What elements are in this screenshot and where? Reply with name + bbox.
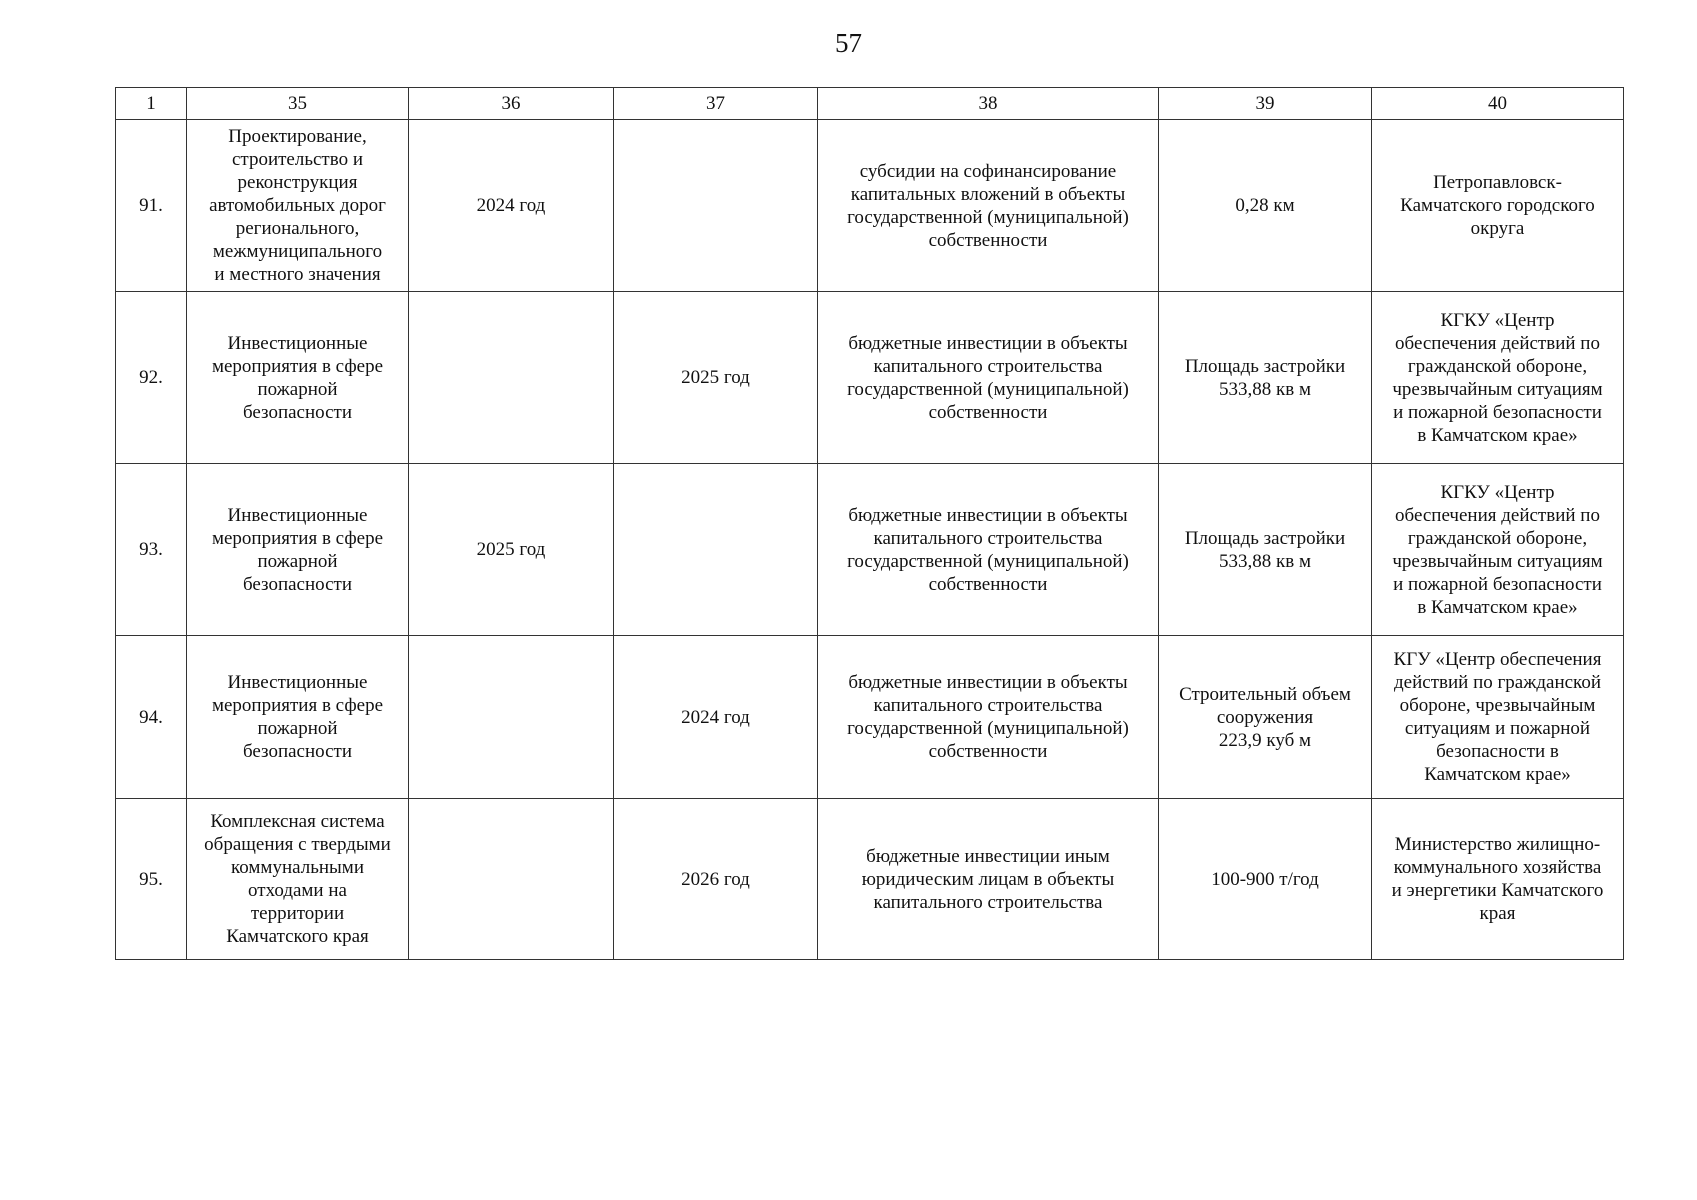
funding-type-cell: субсидии на софинансирование капитальных вложений в объекты государственной (муниципальной) собственности (818, 120, 1159, 292)
table-row (116, 636, 1624, 799)
header-cell: 39 (1159, 88, 1372, 120)
row-number-cell: 91. (116, 120, 187, 292)
project-name-cell: Комплексная система обращения с твердыми коммунальными отходами на территории Камчатского края (187, 799, 409, 960)
capacity-cell: Площадь застройки 533,88 кв м (1159, 464, 1372, 636)
organization-cell: КГКУ «Центр обеспечения действий по гражданской обороне, чрезвычайным ситуациям и пожарной безопасности в Камчатском крае» (1372, 464, 1624, 636)
header-cell: 1 (116, 88, 187, 120)
capacity-cell: 100-900 т/год (1159, 799, 1372, 960)
capacity-cell: 0,28 км (1159, 120, 1372, 292)
row-number-cell: 93. (116, 464, 187, 636)
row-number-cell: 94. (116, 636, 187, 799)
col37-cell: 2026 год (614, 799, 818, 960)
col37-cell (614, 120, 818, 292)
page-number: 57 (835, 28, 862, 58)
funding-type-cell: бюджетные инвестиции в объекты капитального строительства государственной (муниципальной) собственности (818, 636, 1159, 799)
table-row (116, 120, 1624, 292)
data-table (115, 87, 1624, 960)
funding-type-cell: бюджетные инвестиции в объекты капитального строительства государственной (муниципальной) собственности (818, 292, 1159, 464)
capacity-cell: Площадь застройки 533,88 кв м (1159, 292, 1372, 464)
header-cell: 37 (614, 88, 818, 120)
col36-cell (409, 636, 614, 799)
col36-cell (409, 292, 614, 464)
table-row (116, 292, 1624, 464)
funding-type-cell: бюджетные инвестиции иным юридическим лицам в объекты капитального строительства (818, 799, 1159, 960)
col36-cell (409, 799, 614, 960)
table-row (116, 799, 1624, 960)
row-number-cell: 92. (116, 292, 187, 464)
col37-cell: 2025 год (614, 292, 818, 464)
project-name-cell: Инвестиционные мероприятия в сфере пожарной безопасности (187, 292, 409, 464)
capacity-cell: Строительный объем сооружения 223,9 куб м (1159, 636, 1372, 799)
col36-cell: 2025 год (409, 464, 614, 636)
col37-cell (614, 464, 818, 636)
organization-cell: Петропавловск- Камчатского городского округа (1372, 120, 1624, 292)
col37-cell: 2024 год (614, 636, 818, 799)
col36-cell: 2024 год (409, 120, 614, 292)
row-number-cell: 95. (116, 799, 187, 960)
table-header-row (116, 88, 1624, 120)
project-name-cell: Инвестиционные мероприятия в сфере пожарной безопасности (187, 464, 409, 636)
organization-cell: КГУ «Центр обеспечения действий по гражданской обороне, чрезвычайным ситуациям и пожарной безопасности в Камчатском крае» (1372, 636, 1624, 799)
project-name-cell: Инвестиционные мероприятия в сфере пожарной безопасности (187, 636, 409, 799)
organization-cell: Министерство жилищно- коммунального хозяйства и энергетики Камчатского края (1372, 799, 1624, 960)
project-name-cell: Проектирование, строительство и реконструкция автомобильных дорог регионального, межмуниципального и местного значения (187, 120, 409, 292)
header-cell: 40 (1372, 88, 1624, 120)
header-cell: 35 (187, 88, 409, 120)
organization-cell: КГКУ «Центр обеспечения действий по гражданской обороне, чрезвычайным ситуациям и пожарной безопасности в Камчатском крае» (1372, 292, 1624, 464)
funding-type-cell: бюджетные инвестиции в объекты капитального строительства государственной (муниципальной) собственности (818, 464, 1159, 636)
header-cell: 36 (409, 88, 614, 120)
table-row (116, 464, 1624, 636)
header-cell: 38 (818, 88, 1159, 120)
